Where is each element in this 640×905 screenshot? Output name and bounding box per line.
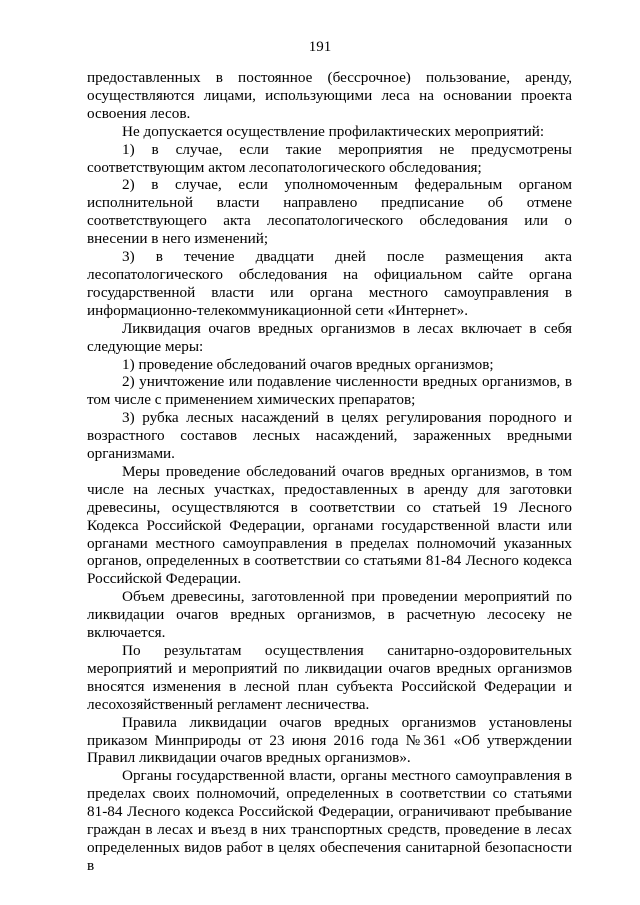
document-body [87, 69, 572, 875]
paragraph-continuation: предоставленных в постоянное (бессрочное) пользование, аренду, осуществляются лицами, использующими леса на основании проекта освоения лесов. [87, 69, 572, 122]
paragraph-prohibition-item-2: 2) в случае, если уполномоченным федеральным органом исполнительной власти направлено предписание об отмене соответствующего акта лесопатологического обследования или о внесении в него изменений; [87, 176, 572, 248]
paragraph-liquidation-item-1: 1) проведение обследований очагов вредных организмов; [122, 355, 494, 373]
paragraph-access-restrictions: Органы государственной власти, органы местного самоуправления в пределах своих полномочий, определенных в соответствии со статьями 81-84 Лесного кодекса Российской Федерации, ограничивают пребывание граждан в лесах и въезд в них транспортных средств, проведение в лесах определенных видов работ в целях обеспечения санитарной безопасности в [87, 767, 572, 874]
paragraph-prohibition-item-1: 1) в случае, если такие мероприятия не предусмотрены соответствующим актом лесопатологического обследования; [87, 140, 572, 176]
paragraph-liquidation-rules: Правила ликвидации очагов вредных организмов установлены приказом Минприроды от 23 июня 2016 года №361 «Об утверждении Правил ликвидации очагов вредных организмов». [87, 713, 572, 767]
paragraph-liquidation-item-2: 2) уничтожение или подавление численности вредных организмов, в том числе с применением химических препаратов; [87, 373, 572, 409]
paragraph-liquidation-intro: Ликвидация очагов вредных организмов в лесах включает в себя следующие меры: [87, 319, 572, 355]
paragraph-liquidation-item-3: 3) рубка лесных насаждений в целях регулирования породного и возрастного составов лесных насаждений, зараженных вредными организмами. [87, 409, 572, 463]
page-number: 191 [308, 39, 332, 55]
paragraph-timber-volume: Объем древесины, заготовленной при проведении мероприятий по ликвидации очагов вредных организмов, в расчетную лесосеку не включается. [87, 588, 572, 642]
paragraph-prohibition-item-3: 3) в течение двадцати дней после размещения акта лесопатологического обследования на официальном сайте органа государственной власти или органа местного самоуправления в информационно-телекоммуникационной сети «Интернет». [87, 248, 572, 319]
paragraph-survey-measures: Меры проведение обследований очагов вредных организмов, в том числе на лесных участках, предоставленных в аренду для заготовки древесины, осуществляются в соответствии со статьей 19 Лесного Кодекса Российской Федерации, органами государственной власти или органами местного самоуправления в пределах полномочий указанных органов, определенных в соответствии со статьями 81-84 Лесного кодекса Российской Федерации. [87, 462, 572, 588]
paragraph-plan-changes: По результатам осуществления санитарно-оздоровительных мероприятий и мероприятий по ликвидации очагов вредных организмов вносятся изменения в лесной план субъекта Российской Федерации и лесохозяйственный регламент лесничества. [87, 642, 572, 713]
paragraph-prohibition-intro: Не допускается осуществление профилактических мероприятий: [122, 122, 545, 140]
